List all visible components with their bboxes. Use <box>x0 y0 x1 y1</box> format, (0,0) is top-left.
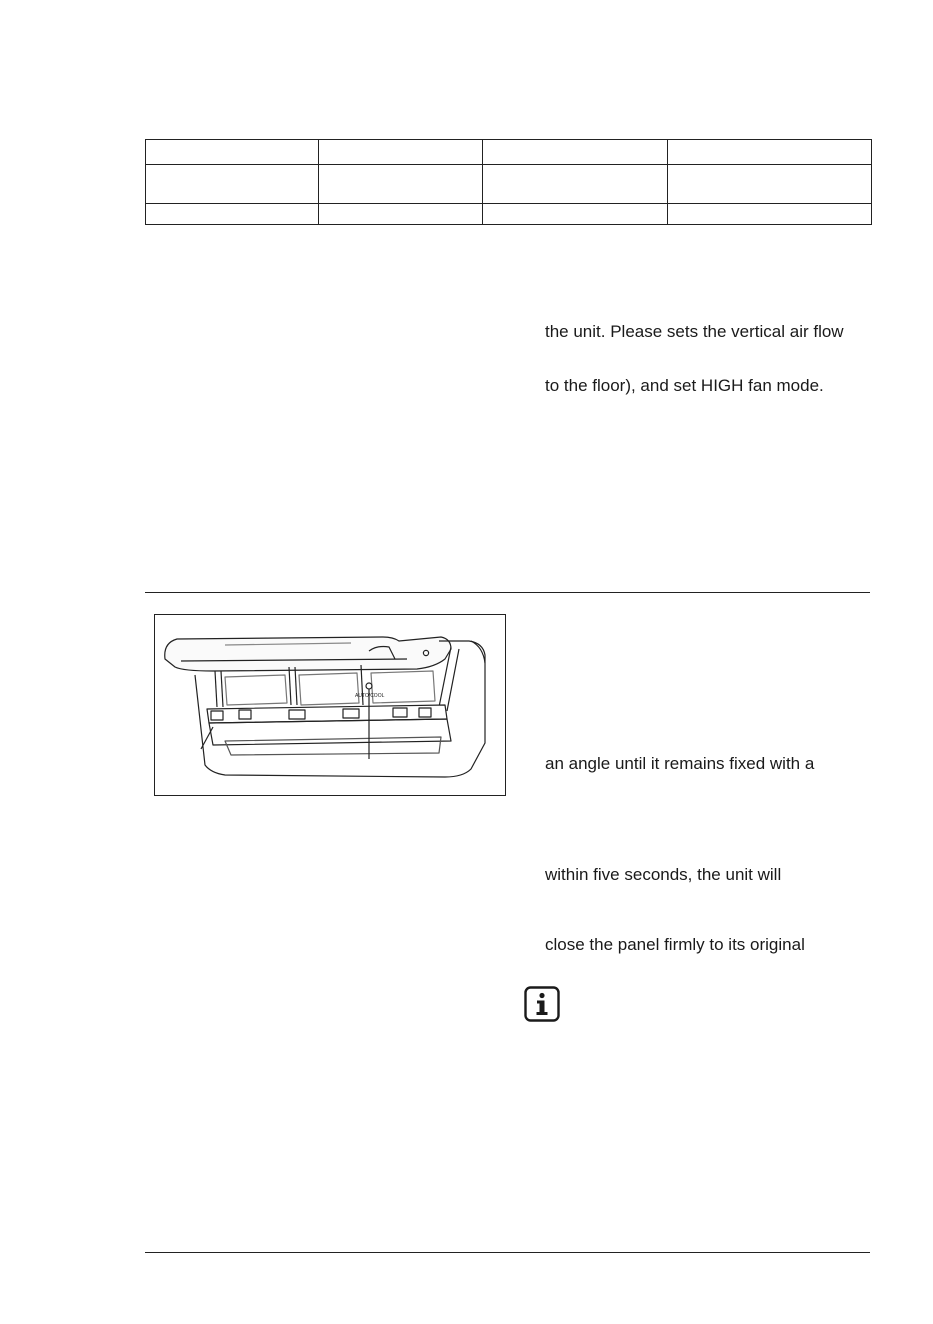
table-cell <box>668 140 872 165</box>
spec-table <box>145 139 872 225</box>
table-row <box>146 140 872 165</box>
text-line-angle: an angle until it remains fixed with a <box>545 754 815 773</box>
text-line-five-seconds: within five seconds, the unit will <box>545 865 782 884</box>
table-cell <box>146 204 319 225</box>
table-cell <box>483 140 668 165</box>
table-cell <box>319 140 483 165</box>
text-line-airflow: the unit. Please sets the vertical air flow <box>545 322 844 341</box>
table-cell <box>146 165 319 204</box>
footer-divider <box>145 1252 870 1253</box>
auto-cool-button-label: AUTO/COOL <box>355 693 385 699</box>
indoor-unit-figure <box>154 614 506 796</box>
table-cell <box>483 204 668 225</box>
table-row <box>146 204 872 225</box>
info-icon <box>524 986 560 1027</box>
table-cell <box>319 165 483 204</box>
text-line-close-panel: close the panel firmly to its original <box>545 935 805 954</box>
table-cell <box>483 165 668 204</box>
section-divider <box>145 592 870 593</box>
table-cell <box>319 204 483 225</box>
table-cell <box>146 140 319 165</box>
indoor-unit-drawing <box>155 615 507 797</box>
table-row <box>146 165 872 204</box>
text-line-fan-mode: to the floor), and set HIGH fan mode. <box>545 376 824 395</box>
table-cell <box>668 165 872 204</box>
table-cell <box>668 204 872 225</box>
